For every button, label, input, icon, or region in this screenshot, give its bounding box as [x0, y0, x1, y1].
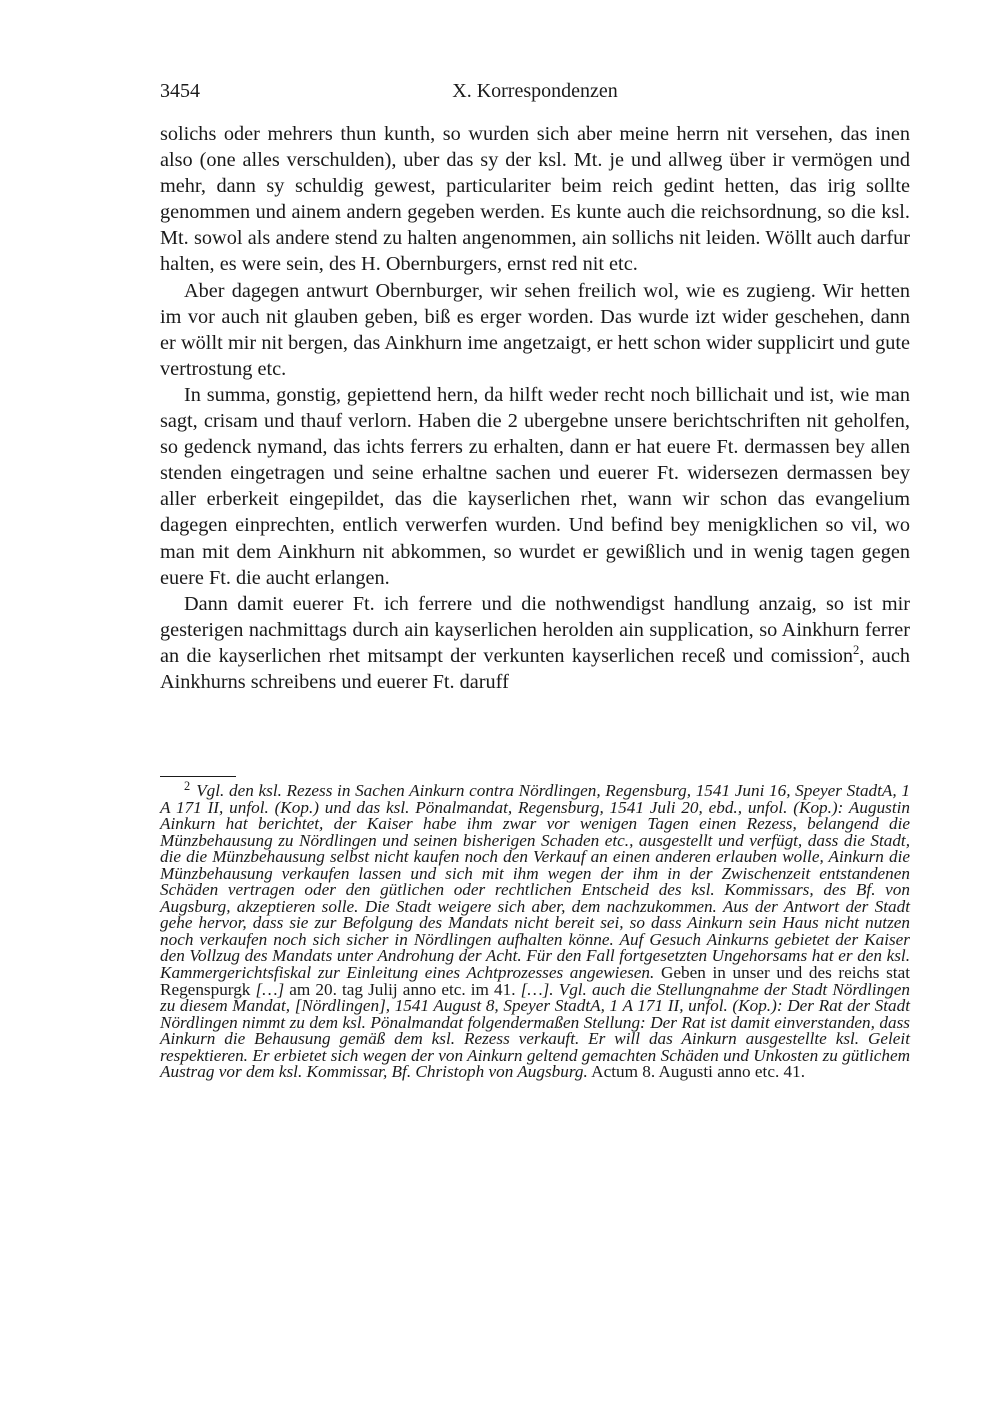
paragraph: Aber dagegen antwurt Obernburger, wir sehen freilich wol, wie es zugieng. Wir hetten im vor auch nit glauben geben, biß es erger worden. Das wurde izt wider geschehen, dann er wöllt mir nit bergen, das Ainkhurn ime angetzaigt, er hett schon wider supplicirt und gute vertrostung etc. — [160, 279, 910, 380]
paragraph-text: , auch Ainkhurns schreibens und euerer Ft. daruff — [160, 644, 910, 693]
footnote-text: am 20. tag Julij anno etc. im 41. — [284, 979, 521, 999]
footnote-text: Actum 8. Augusti anno etc. 41. — [587, 1062, 806, 1082]
running-title: X. Korrespondenzen — [452, 80, 618, 102]
page-number: 3454 — [160, 80, 200, 102]
footnote-text: […] — [255, 979, 285, 999]
footnote-paragraph — [160, 779, 910, 1082]
page-header — [160, 80, 910, 108]
footnote-text: Vgl. den ksl. Rezess in Sachen Ainkurn contra Nördlingen, Regensburg, 1541 Juni 16, Speyer StadtA, 1 A 171 II, unfol. (Kop.) und das ksl. Pönalmandat, Regensburg, 1541 Juli 20, ebd., unfol. (Kop.): Augustin Ainkurn hat berichtet, der Kaiser habe ihm zwar vor wenigen Tagen einen Rezess, belangend die Münzbehausung zu Nördlingen und seinen bisherigen Schaden etc., ausgestellt und verfügt, dass die Stadt, die die Münzbehausung selbst nicht kaufen noch den Verkauf an einen anderen erlauben wolle, Ainkurn die Münzbehausung verkaufen lassen und sich mit ihm wegen der ihm in der Zwischenzeit entstandenen Schäden vertragen oder den gütlichen oder rechtlichen Entscheid des ksl. Kommissars, des Bf. von Augsburg, akzeptieren solle. Die Stadt weigere sich aber, dem nachzukommen. Aus der Antwort der Stadt gehe hervor, dass sie zur Befolgung des Mandats nicht bereit sei, so dass Ainkurn sein Haus nicht nutzen noch verkaufen noch sich sicher in Nördlingen aufhalten könne. Auf Gesuch Ainkurns gebietet der Kaiser den Vollzug des Mandats unter Androhung der Acht. Für den Fall fortgesetzten Ungehorsams hat er den ksl. Kammergerichtsfiskal zur Einleitung eines Achtprozesses angewiesen. — [160, 781, 910, 983]
footnote-reference[interactable]: 2 — [852, 643, 860, 658]
footnote-text: Geben in unser und des reichs stat Regenspurgk — [160, 963, 910, 999]
paragraph-text: Dann damit euerer Ft. ich ferrere und die nothwendigst handlung anzaig, so ist mir gesterigen nachmittags durch ain kayserlichen herolden ain supplication, so Ainkhurn ferrer an die kayserlichen rhet mitsampt der verkunten kayserlichen receß und comission — [160, 592, 910, 667]
footnote-separator — [160, 776, 236, 777]
footnote-text: […]. Vgl. auch die Stellungnahme der Stadt Nördlingen zu diesem Mandat, [Nördlingen], 1541 August 8, Speyer StadtA, 1 A 171 II, unfol. (Kop.): Der Rat der Stadt Nördlingen nimmt zu dem ksl. Pönalmandat folgendermaßen Stellung: Der Rat ist damit einverstanden, dass Ainkurn die Behausung gemäß dem ksl. Rezess verkauft. Er will das Ainkurn ausgestellte ksl. Geleit respektieren. Er erbietet sich wegen der von Ainkurn geltend gemachten Schäden und Unkosten zu gütlichem Austrag vor dem ksl. Kommissar, Bf. Christoph von Augsburg. — [160, 979, 910, 1082]
footnote-2 — [160, 779, 910, 1082]
paragraph — [160, 591, 910, 695]
footnote-number: 2 — [184, 779, 191, 794]
paragraph: solichs oder mehrers thun kunth, so wurden sich aber meine herrn nit versehen, das inen also (one alles verschulden), uber das sy der ksl. Mt. je und allweg über ir vermögen und mehr, dann sy schuldig gewest, particulariter beim reich gedint hetten, das irig sollte genommen und ainem andern gegeben werden. Es kunte auch die reichsordnung, so die ksl. Mt. sowol als andere stend zu halten angenommen, ain sollichs nit leiden. Wöllt auch darfur halten, es were sein, des H. Obernburgers, ernst red nit etc. — [160, 123, 910, 276]
paragraph: In summa, gonstig, gepiettend hern, da hilft weder recht noch billichait und ist, wie man sagt, crisam und thauf verlorn. Haben die 2 ubergebne unsere berichtschriften nit geholfen, so gedenck nymand, das ichts ferrers zu erhalten, dann er hat euere Ft. dermassen bey allen stenden eingetragen und seine erhaltne sachen und euerer Ft. widersezen dermassen bey aller erberkeit eingepildet, das die kayserlichen rhet, wann wir schon das evangelium dagegen einprechten, entlich verwerfen wurden. Und befind bey menigklichen so vil, wo man mit dem Ainkhurn nit abkommen, so wurdet er gewißlich und in wenig tagen gegen euere Ft. die aucht erlangen. — [160, 383, 910, 589]
main-text — [160, 121, 910, 695]
